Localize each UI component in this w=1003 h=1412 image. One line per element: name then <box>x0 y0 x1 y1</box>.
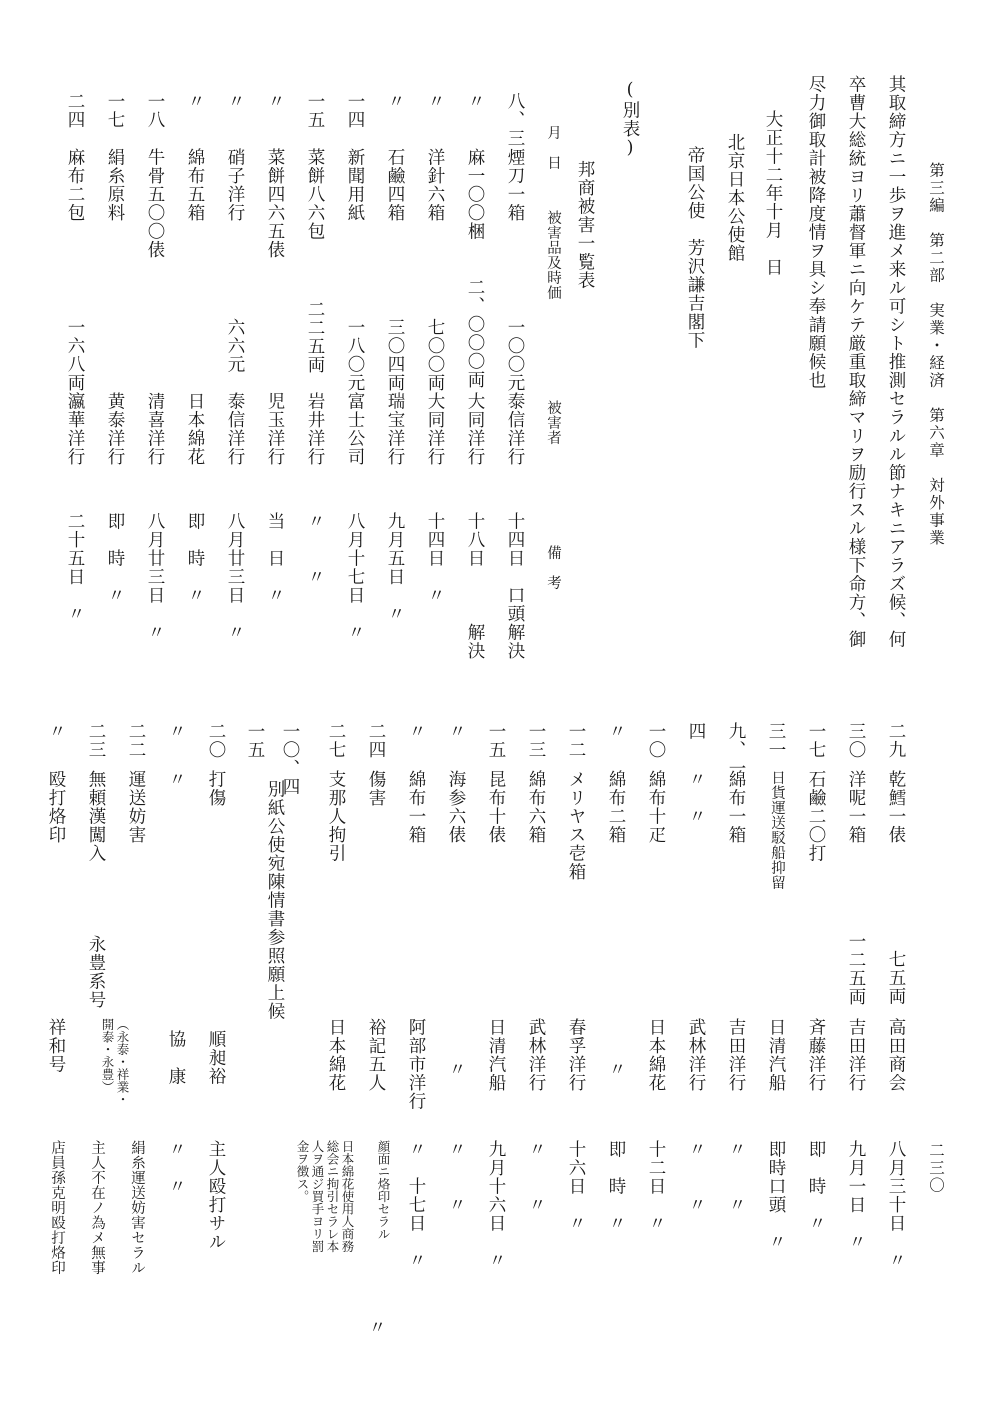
cell-value: 二二五両 <box>305 300 325 374</box>
cell-victim: 永豊系号 <box>86 935 106 1009</box>
cell-value: 一八〇元 <box>345 318 365 392</box>
cell-remark: 九月十六日 〃 <box>486 1140 506 1270</box>
cell-item: 硝子洋行 <box>225 148 245 222</box>
cell-victim: 日本綿花 <box>646 1018 666 1092</box>
cell-date: 一五 <box>305 92 325 129</box>
victim-note: （永泰・祥業・ <box>115 1018 130 1106</box>
cell-remark: 十二日 〃 <box>646 1140 666 1233</box>
cell-date: 〃 <box>265 92 285 111</box>
cell-item: 牛骨五〇〇俵 <box>145 148 165 259</box>
cell-date: 三〇 <box>846 722 866 759</box>
cell-date: 〃 <box>406 722 426 741</box>
cell-date: 一八 <box>145 92 165 129</box>
cell-remark: 主人不在ノ為メ無事 <box>89 1140 105 1275</box>
cell-item: 洋呢一箱 <box>846 770 866 844</box>
letter-recipient: 帝国公使 芳沢謙吉閣下 <box>685 146 705 350</box>
cell-remark: 八月廿三日 〃 <box>225 512 245 642</box>
cell-item: 乾鱈一俵 <box>886 770 906 844</box>
cell-date: 一三 <box>526 722 546 759</box>
cell-item: 運送妨害 <box>126 770 146 844</box>
cell-victim: 大同洋行 <box>425 392 445 466</box>
cell-remark: 即時口頭 〃 <box>766 1140 786 1251</box>
cell-victim: 〃 <box>446 1060 466 1079</box>
cell-remark: 十六日 〃 <box>566 1140 586 1233</box>
cell-remark: 即 時 〃 <box>105 512 125 605</box>
cell-item: 支那人拘引 <box>326 770 346 863</box>
cell-item: 絹糸原料 <box>105 148 125 222</box>
cell-value: 二、〇〇〇両 <box>465 278 485 389</box>
cell-value: 六六元 <box>225 318 245 374</box>
cell-date: 〃 <box>465 92 485 111</box>
header-remarks: 備 考 <box>545 545 561 590</box>
letter-line-2: 卒曹大総統ヨリ蕭督軍ニ向ケテ厳重取締マリヲ励行スル様下命方、御 <box>846 75 866 649</box>
cell-item: 麻一〇〇梱 <box>465 148 485 241</box>
cell-item: 石鹼二〇打 <box>806 770 826 863</box>
cell-item: 菜餅四六五俵 <box>265 148 285 259</box>
cell-date: 四 <box>686 722 706 741</box>
cell-victim: 日本綿花 <box>185 392 205 466</box>
cell-value: 一〇〇元 <box>505 318 525 392</box>
cell-item: 綿布一箱 <box>726 770 746 844</box>
cell-remark: 十四日 〃 <box>425 512 445 605</box>
cell-remark: 絹糸運送妨害セラル <box>129 1140 145 1275</box>
cell-date: 八、三 <box>505 92 525 148</box>
cell-remark: 店員孫克明殴打烙印 <box>49 1140 65 1275</box>
cell-remark: 主人殴打サル <box>206 1140 226 1251</box>
cell-item: 綿布一箱 <box>406 770 426 844</box>
cell-remark: 人ヲ通ジ買手ヨリ罰 <box>310 1140 325 1253</box>
cell-date: 二〇 <box>206 722 226 759</box>
cell-date: 一五 <box>486 722 506 759</box>
cell-remark: 十四日 口頭解決 <box>505 512 525 660</box>
letter-sender: 北京日本公使館 <box>725 133 745 263</box>
cell-remark: 二十五日 〃 <box>65 512 85 623</box>
cell-date: 三一 <box>766 722 786 759</box>
cell-victim: 泰信洋行 <box>225 392 245 466</box>
cell-victim: 泰信洋行 <box>505 392 525 466</box>
cell-remark: 九月五日 〃 <box>385 512 405 623</box>
cell-remark: 即 時 〃 <box>806 1140 826 1233</box>
cell-remark: 顔面ニ烙印セラル <box>376 1140 391 1240</box>
cell-item: 無頼漢闖入 <box>86 770 106 863</box>
cell-remark: 〃 十七日 〃 <box>406 1140 426 1270</box>
cell-victim: 日本綿花 <box>326 1018 346 1092</box>
cell-item: 菜餅八六包 <box>305 148 325 241</box>
cell-date: 一七 <box>806 722 826 759</box>
cell-remark: 〃 〃 <box>166 1140 186 1196</box>
cell-victim: 児玉洋行 <box>265 392 285 466</box>
cell-item: メリヤス壱箱 <box>566 770 586 881</box>
cell-remark: 総会ニ拘引セラレ本 <box>325 1140 340 1253</box>
cell-item: 新聞用紙 <box>345 148 365 222</box>
cell-item: 殴打烙印 <box>46 770 66 844</box>
cell-remark: 八月三十日 〃 <box>886 1140 906 1270</box>
cell-victim: 斉藤洋行 <box>806 1018 826 1092</box>
cell-item: 綿布五箱 <box>185 148 205 222</box>
cell-remark: 九月一日 〃 <box>846 1140 866 1251</box>
cell-victim: 瑞宝洋行 <box>385 392 405 466</box>
cell-date: 二九 <box>886 722 906 759</box>
cell-date: 〃 <box>385 92 405 111</box>
cell-victim: 裕記五人 <box>366 1018 386 1092</box>
cell-victim: 岩井洋行 <box>305 392 325 466</box>
cell-value: 七五両 <box>886 950 906 1006</box>
cell-item: 煙刀一箱 <box>505 148 525 222</box>
cell-value: 一六八両 <box>65 318 85 392</box>
cell-item: 海参六俵 <box>446 770 466 844</box>
cell-item: 〃 〃 <box>686 770 706 826</box>
cell-remark: 〃 〃 <box>686 1140 706 1214</box>
cell-date: 二四 <box>366 722 386 759</box>
cell-item: 石鹼四箱 <box>385 148 405 222</box>
cell-item: 日貨運送駁船抑留 <box>769 770 785 890</box>
cell-victim: 大同洋行 <box>465 392 485 466</box>
table-title: 邦商被害一覧表 <box>575 160 595 290</box>
cell-victim: 祥和号 <box>46 1018 66 1074</box>
cell-item: 綿布六箱 <box>526 770 546 844</box>
cell-victim: 日清汽船 <box>766 1018 786 1092</box>
victim-note: 開泰・永豊） <box>100 1018 115 1093</box>
cell-item: 綿布二箱 <box>606 770 626 844</box>
cell-date: 〃 <box>446 722 466 741</box>
cell-victim: 協 康 <box>166 1030 186 1086</box>
cell-date: 一〇 <box>646 722 666 759</box>
letter-line-3: 尽力御取計被降度情ヲ具シ奉請願候也 <box>806 75 826 390</box>
cell-item: 綿布十疋 <box>646 770 666 844</box>
cell-victim: 瀛華洋行 <box>65 392 85 466</box>
header-date: 月 日 <box>545 125 561 170</box>
cell-date: 〃 <box>425 92 445 111</box>
cell-item: 打傷 <box>206 770 226 807</box>
cell-item: 傷害 <box>366 770 386 807</box>
cell-remark: 〃 〃 <box>726 1140 746 1214</box>
cell-remark: 十八日 解決 <box>465 512 485 660</box>
cell-date: 一二 <box>566 722 586 759</box>
cell-remark: 日本綿花使用人商務 <box>340 1140 355 1253</box>
cell-victim: 武林洋行 <box>526 1018 546 1092</box>
cell-item: 別紙公使宛陳情書参照願上候 <box>265 780 285 1021</box>
cell-victim: 清喜洋行 <box>145 392 165 466</box>
cell-victim: 順昶裕 <box>206 1030 226 1086</box>
letter-line-1: 其取締方ニ一歩ヲ進メ来ル可シト推測セラルル節ナキニアラズ候、何 <box>886 75 906 649</box>
cell-date: 二七 <box>326 722 346 759</box>
cell-date: 一〇、四 <box>280 722 300 796</box>
running-title: 第三編 第二部 実業・経済 第六章 対外事業 <box>927 162 945 547</box>
cell-date: 九、一 <box>726 722 746 778</box>
cell-value: 一二五両 <box>846 932 866 1006</box>
letter-date: 大正十二年十月 日 <box>763 110 783 277</box>
cell-victim: 〃 <box>606 1060 626 1079</box>
cell-value: 三〇四両 <box>385 318 405 392</box>
cell-date: 〃 <box>185 92 205 111</box>
cell-victim: 吉田洋行 <box>726 1018 746 1092</box>
cell-remark: 金ヲ徴ス。 <box>295 1140 310 1203</box>
cell-remark: 即 時 〃 <box>185 512 205 605</box>
cell-remark: 〃 <box>366 1318 386 1337</box>
cell-date: 一四 <box>345 92 365 129</box>
cell-date: 〃 <box>46 722 66 741</box>
appendix-label: (別表) <box>620 80 640 159</box>
cell-remark: 八月廿三日 〃 <box>145 512 165 642</box>
cell-remark: 〃 〃 <box>526 1140 546 1214</box>
cell-date: 〃 <box>166 722 186 741</box>
cell-remark: 即 時 〃 <box>606 1140 626 1233</box>
cell-remark: 〃 〃 <box>305 512 325 586</box>
cell-victim: 富士公司 <box>345 392 365 466</box>
cell-value: 七〇〇両 <box>425 318 445 392</box>
cell-item: 〃 <box>166 770 186 789</box>
cell-date: 一七 <box>105 92 125 129</box>
cell-victim: 阿部市洋行 <box>406 1018 426 1111</box>
cell-item: 昆布十俵 <box>486 770 506 844</box>
page-number: 二三〇 <box>927 1142 945 1195</box>
cell-date: 〃 <box>225 92 245 111</box>
cell-item: 麻布二包 <box>65 148 85 222</box>
cell-date: 〃 <box>606 722 626 741</box>
cell-remark: 〃 〃 <box>446 1140 466 1214</box>
header-victim: 被害者 <box>545 400 561 445</box>
cell-victim: 高田商会 <box>886 1018 906 1092</box>
cell-victim: 武林洋行 <box>686 1018 706 1092</box>
cell-victim: 吉田洋行 <box>846 1018 866 1092</box>
cell-victim: 黄泰洋行 <box>105 392 125 466</box>
cell-remark: 当 日 〃 <box>265 512 285 605</box>
cell-date: 二四 <box>65 92 85 129</box>
cell-remark: 八月十七日 〃 <box>345 512 365 642</box>
cell-date: 二二 <box>126 722 146 759</box>
cell-date: 一五 <box>245 722 265 759</box>
cell-item: 洋針六箱 <box>425 148 445 222</box>
cell-victim: 日清汽船 <box>486 1018 506 1092</box>
cell-date: 二三 <box>86 722 106 759</box>
header-item: 被害品及時価 <box>545 210 561 300</box>
cell-victim: 春孚洋行 <box>566 1018 586 1092</box>
